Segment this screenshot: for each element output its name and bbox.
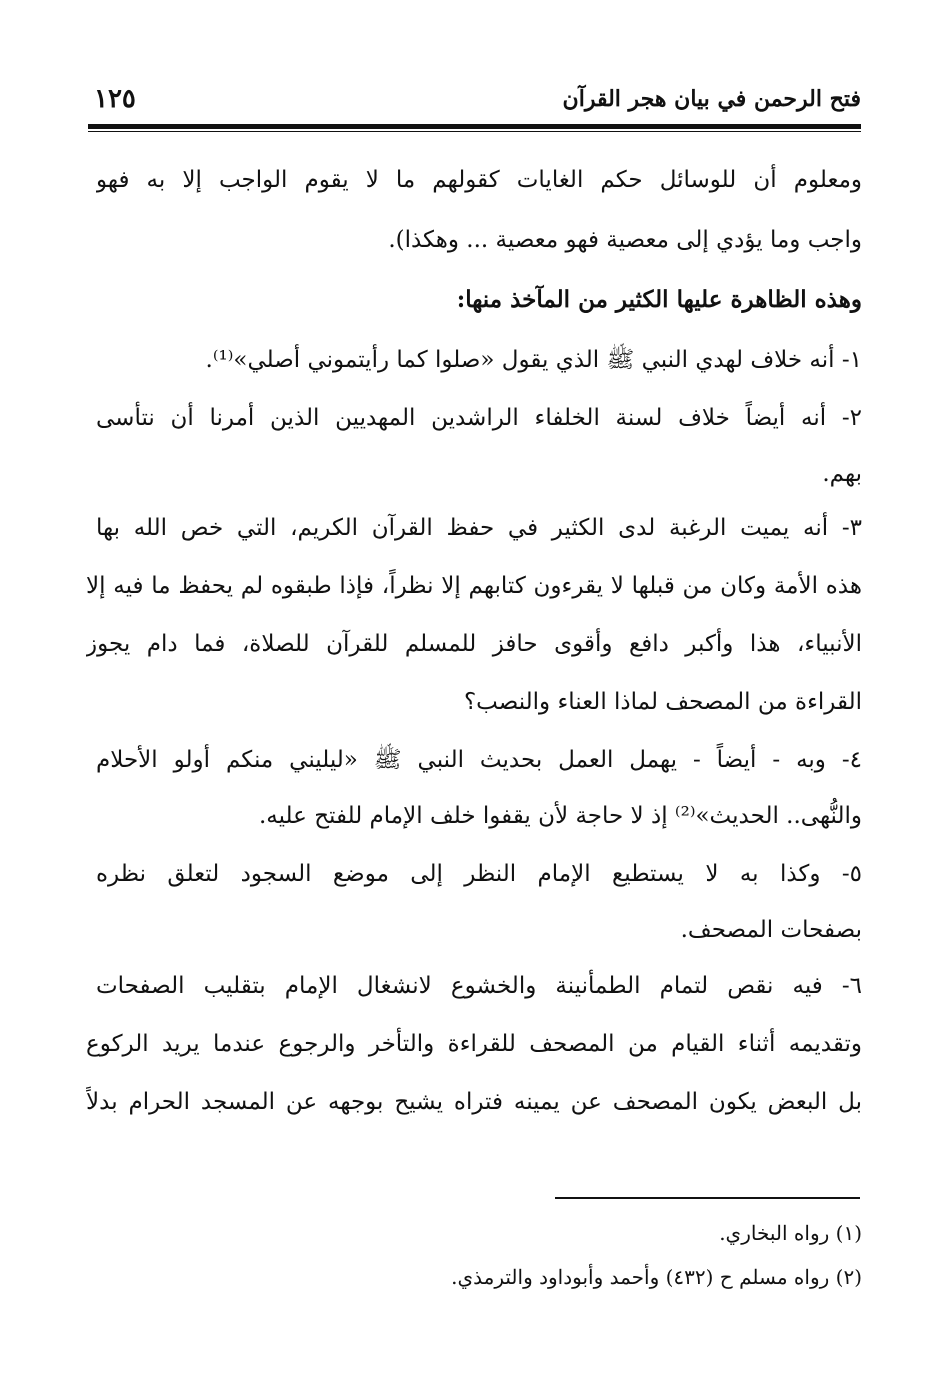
- text-line: ١- أنه خلاف لهدي النبي ﷺ الذي يقول «صلوا كما رأيتموني أصلي»⁽¹⁾.: [205, 347, 862, 373]
- text-line: بصفحات المصحف.: [680, 917, 862, 943]
- text-line: والنُّهى.. الحديث»⁽²⁾ إذ لا حاجة لأن يقفوا خلف الإمام للفتح عليه.: [258, 803, 862, 829]
- text-line: الأنبياء، هذا وأكبر دافع وأقوى حافز للمسلم للقرآن للصلاة، فما دام يجوز: [86, 631, 862, 657]
- text-line: ٦- فيه نقص لتمام الطمأنينة والخشوع لانشغال الإمام بتقليب الصفحات: [96, 973, 862, 999]
- footnote-separator: [555, 1197, 860, 1199]
- header-rule-thin: [88, 131, 861, 132]
- text-line: ٥- وكذا به لا يستطيع الإمام النظر إلى موضع السجود لتعلق نظره: [96, 861, 862, 887]
- header-rule-thick: [88, 124, 861, 129]
- text-line: وتقديمه أثناء القيام من المصحف للقراءة والتأخر والرجوع عندما يريد الركوع: [86, 1031, 862, 1057]
- running-header: [88, 84, 861, 124]
- text-line: بهم.: [822, 461, 862, 487]
- text-line: ٤- وبه - أيضاً - يهمل العمل بحديث النبي ﷺ «ليليني منكم أولو الأحلام: [96, 747, 862, 773]
- text-line: ومعلوم أن للوسائل حكم الغايات كقولهم ما لا يقوم الواجب إلا به فهو: [96, 167, 862, 193]
- text-line: هذه الأمة وكان من قبلها لا يقرءون كتابهم إلا نظراً، فإذا طبقوه لم يحفظ ما فيه إلا: [86, 573, 862, 599]
- book-title: فتح الرحمن في بيان هجر القرآن: [562, 86, 861, 112]
- text-line: ٢- أنه أيضاً خلاف لسنة الخلفاء الراشدين المهديين الذين أمرنا أن نتأسى: [96, 405, 862, 431]
- text-line: وهذه الظاهرة عليها الكثير من المآخذ منها:: [456, 286, 862, 313]
- text-line: بل البعض يكون المصحف عن يمينه فتراه يشيح بوجهه عن المسجد الحرام بدلاً: [86, 1089, 862, 1115]
- footnote: (٢) رواه مسلم ح (٤٣٢) وأحمد وأبوداود والترمذي.: [451, 1265, 862, 1289]
- text-line: ٣- أنه يميت الرغبة لدى الكثير في حفظ القرآن الكريم، التي خص الله بها: [96, 515, 862, 541]
- footnote: (١) رواه البخاري.: [719, 1221, 862, 1245]
- page-number: ١٢٥: [94, 84, 136, 114]
- text-line: القراءة من المصحف لماذا العناء والنصب؟: [463, 689, 862, 715]
- text-line: واجب وما يؤدي إلى معصية فهو معصية ... وهكذا).: [388, 227, 862, 253]
